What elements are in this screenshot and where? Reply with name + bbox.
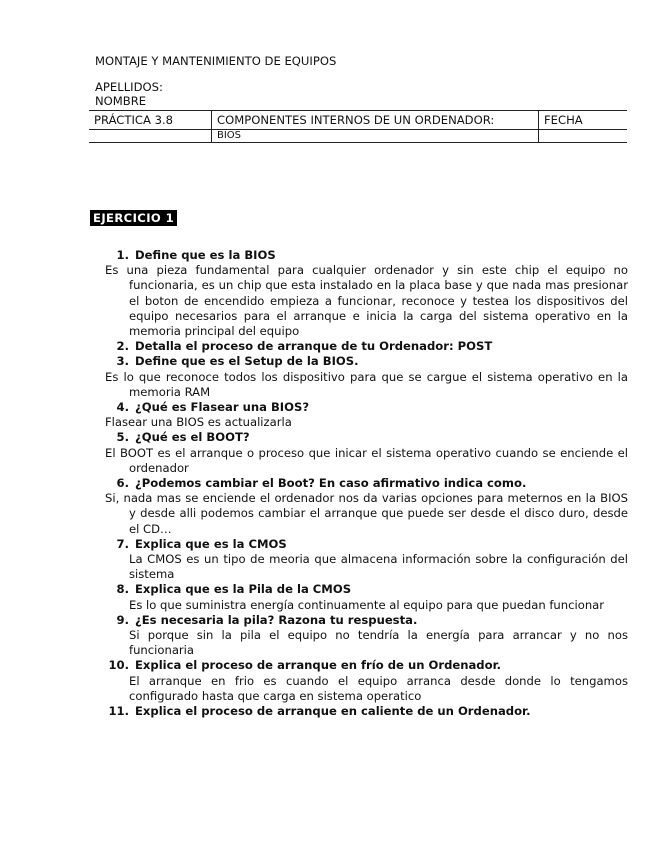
answer-10: El arranque en frio es cuando el equipo arranca desde donde lo tengamos configurado hasta que carga en sistema operatico [129,673,628,703]
date-label: FECHA [539,111,628,130]
question-number: 9. [116,612,129,627]
question-number: 11. [108,704,129,719]
question-text: Explica que es la Pila de la CMOS [135,582,352,597]
answer-8: Es lo que suministra energía continuamente al equipo para que puedan funcionar [129,597,605,612]
question-text: ¿Es necesaria la pila? Razona tu respuesta. [135,612,418,627]
question-text: Explica que es la CMOS [135,536,287,551]
question-text: Explica el proceso de arranque en frío de un Ordenador. [135,658,502,673]
question-text: Define que es la BIOS [135,248,276,262]
question-11 [105,704,628,719]
course-title: MONTAJE Y MANTENIMIENTO DE EQUIPOS [95,54,337,68]
practice-number: PRÁCTICA 3.8 [89,111,212,130]
question-text: Explica el proceso de arranque en caliente de un Ordenador. [135,704,531,719]
question-text: Define que es el Setup de la BIOS. [135,354,359,369]
question-text: ¿Podemos cambiar el Boot? En caso afirmativo indica como. [135,476,527,491]
question-5 [105,430,628,445]
answer-1: Es una pieza fundamental para cualquier ordenador y sin este chip el equipo no funcionaria, es un chip que esta instalado en la placa base y que nada mas presionar el boton de encendido empieza a funcionar, reconoce y testea los dispositivos del equipo necesarios para el arranque e inicia la carga del sistema operativo en la memoria principal del equipo [105,263,628,339]
question-text: Detalla el proceso de arranque de tu Ordenador: POST [135,339,493,354]
question-number: 1. [116,248,129,262]
exercise-title: EJERCICIO 1 [90,210,177,226]
question-number: 5. [116,430,129,445]
question-number: 2. [116,339,129,354]
surname-label: APELLIDOS: [95,80,163,94]
question-2 [105,339,628,354]
question-8 [105,582,628,597]
answer-9: Si porque sin la pila el equipo no tendría la energía para arrancar y no nos funcionaria [129,628,628,658]
question-text: ¿Qué es Flasear una BIOS? [135,400,310,415]
question-6 [105,476,628,491]
question-number: 3. [116,354,129,369]
answer-5: El BOOT es el arranque o proceso que inicar el sistema operativo cuando se enciende el ordenador [105,445,628,475]
question-number: 10. [108,658,129,673]
question-1 [105,248,628,263]
question-3 [105,354,628,369]
question-number: 6. [116,476,129,491]
question-number: 7. [116,536,129,551]
question-text: ¿Qué es el BOOT? [135,430,250,445]
question-10 [105,658,628,673]
practice-info-table [89,110,627,143]
question-9 [105,613,628,628]
practice-topic-sub: BIOS [212,130,539,143]
answer-6: Si, nada mas se enciende el ordenador nos da varias opciones para meternos en la BIOS y desde alli podemos cambiar el arranque que puede ser desde el disco duro, desde el CD… [105,491,628,536]
answer-3: Es lo que reconoce todos los dispositivo para que se cargue el sistema operativo en la memoria RAM [105,369,628,399]
question-number: 8. [116,582,129,597]
answer-4: Flasear una BIOS es actualizarla [105,415,292,430]
question-list [105,248,628,719]
practice-topic: COMPONENTES INTERNOS DE UN ORDENADOR: [212,111,539,130]
question-4 [105,400,628,415]
question-7 [105,537,628,552]
name-label: NOMBRE [95,94,147,108]
question-number: 4. [116,400,129,415]
answer-7: La CMOS es un tipo de meoria que almacena información sobre la configuración del sistema [129,552,628,582]
